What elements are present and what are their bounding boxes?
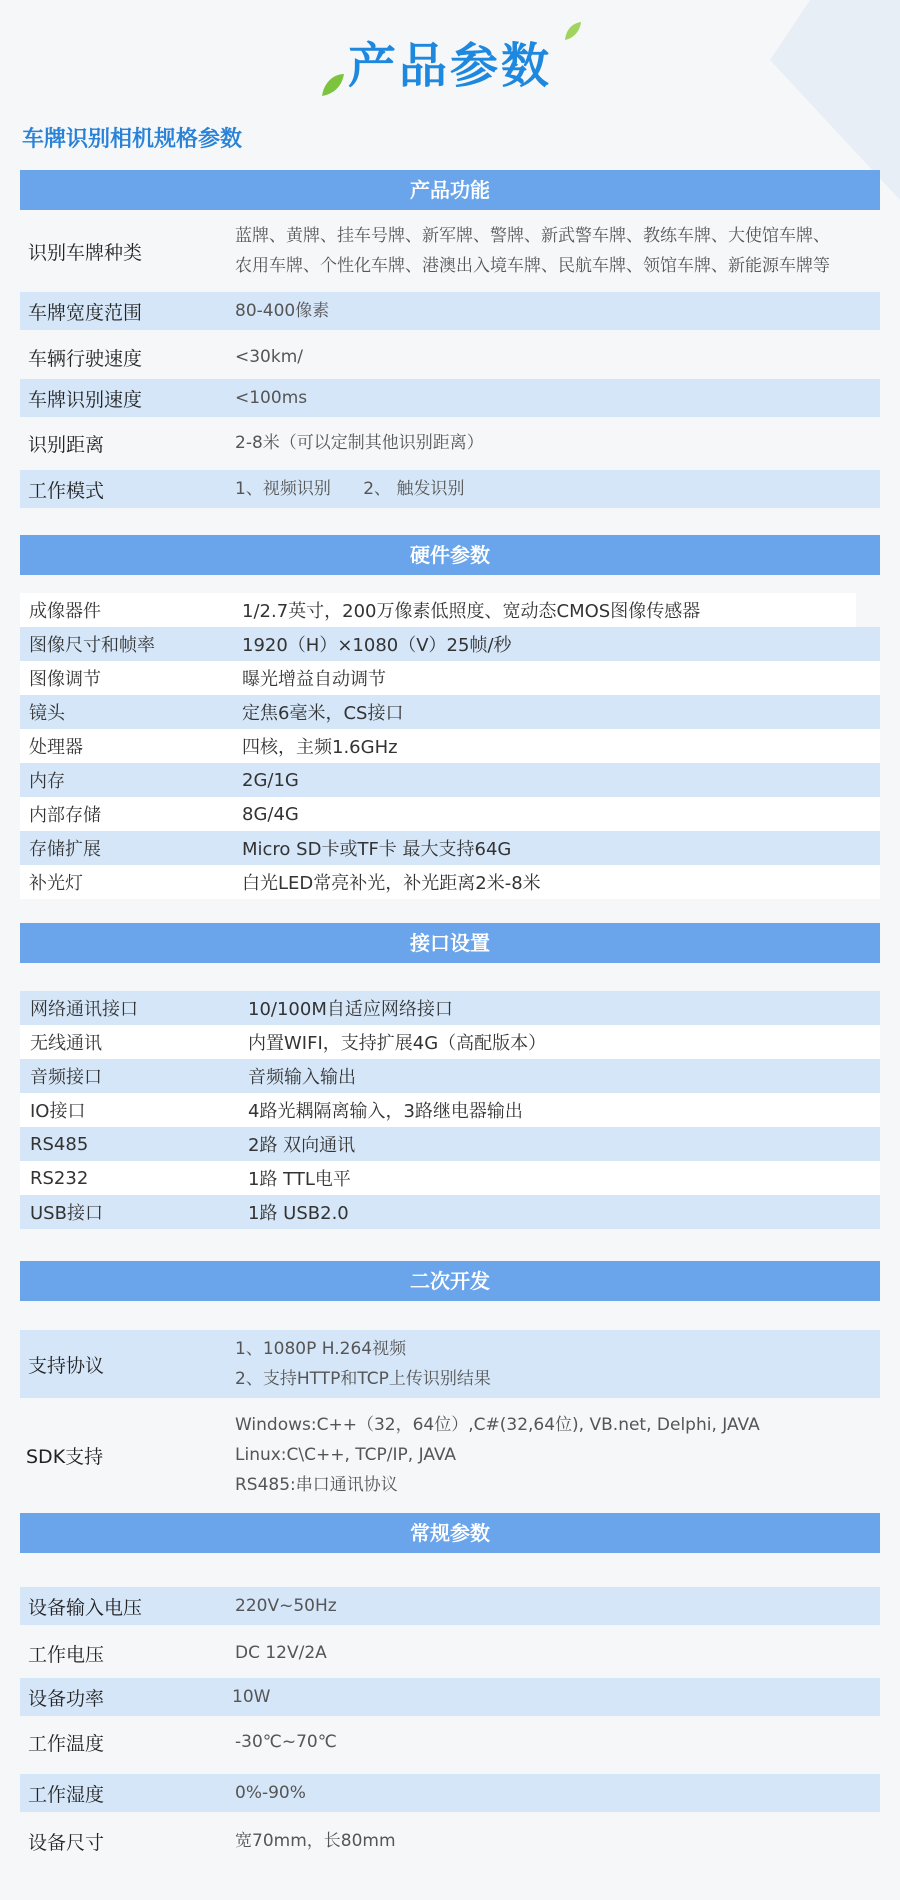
- spec-row: [20, 865, 880, 899]
- spec-key: 车牌宽度范围: [28, 301, 143, 324]
- spec-value: 1路 USB2.0: [248, 1203, 349, 1224]
- section-header-interface: 接口设置: [20, 923, 880, 963]
- spec-key: 镜头: [29, 703, 65, 724]
- spec-value: 10W: [232, 1687, 271, 1707]
- spec-key: 内存: [29, 771, 65, 792]
- spec-key: 设备功率: [28, 1687, 105, 1710]
- spec-row: [20, 1822, 880, 1860]
- page-title: 产品参数: [347, 38, 552, 94]
- spec-value: 曝光增益自动调节: [242, 669, 386, 690]
- spec-row: [20, 1195, 880, 1229]
- spec-key: 内部存储: [29, 805, 101, 826]
- spec-value: 2路 双向通讯: [248, 1135, 356, 1156]
- spec-row: [20, 831, 880, 865]
- spec-value: 宽70mm，长80mm: [235, 1831, 396, 1851]
- leaf-icon: [563, 20, 583, 42]
- spec-key: 识别车牌种类: [28, 241, 143, 264]
- spec-row: [20, 1059, 880, 1093]
- spec-row: [20, 695, 880, 729]
- spec-value: 10/100M自适应网络接口: [248, 999, 453, 1020]
- spec-row: [20, 797, 880, 831]
- spec-row: [20, 991, 880, 1025]
- spec-key: 车辆行驶速度: [28, 347, 143, 370]
- spec-key: 设备尺寸: [28, 1831, 105, 1854]
- spec-row: [20, 1723, 880, 1761]
- spec-row: [20, 1161, 880, 1195]
- spec-row: [20, 661, 880, 695]
- spec-row: [20, 1025, 880, 1059]
- spec-value: <30km/: [235, 347, 304, 367]
- spec-value: 2-8米（可以定制其他识别距离）: [235, 433, 484, 453]
- spec-key: 无线通讯: [30, 1033, 102, 1054]
- spec-row: [20, 1127, 880, 1161]
- spec-value: 0%-90%: [235, 1783, 306, 1803]
- spec-key: 图像调节: [29, 669, 101, 690]
- spec-row: [20, 1587, 880, 1625]
- spec-value: DC 12V/2A: [235, 1643, 327, 1663]
- spec-row: [20, 1093, 880, 1127]
- spec-key: 工作湿度: [28, 1783, 105, 1806]
- spec-key: 设备输入电压: [28, 1596, 143, 1619]
- spec-key: 识别距离: [28, 433, 105, 456]
- spec-row: [20, 1330, 880, 1398]
- spec-key: 补光灯: [29, 873, 83, 894]
- section-header-hardware: 硬件参数: [20, 535, 880, 575]
- page-header: [0, 28, 900, 104]
- spec-row: [20, 627, 880, 661]
- leaf-icon: [320, 72, 346, 98]
- spec-key: 图像尺寸和帧率: [29, 635, 155, 656]
- spec-key: 存储扩展: [29, 839, 101, 860]
- section-header-features: 产品功能: [20, 170, 880, 210]
- spec-row: [20, 216, 880, 286]
- spec-row: [20, 470, 880, 508]
- section-header-general: 常规参数: [20, 1513, 880, 1553]
- spec-row: [20, 338, 880, 376]
- spec-value: -30℃~70℃: [235, 1732, 337, 1752]
- spec-row: [20, 292, 880, 330]
- spec-value: 1路 TTL电平: [248, 1169, 351, 1190]
- spec-value: 8G/4G: [242, 803, 299, 825]
- spec-value: 音频输入输出: [248, 1067, 356, 1088]
- spec-row: [20, 379, 880, 417]
- spec-value: 1/2.7英寸，200万像素低照度、宽动态CMOS图像传感器: [242, 601, 701, 622]
- spec-key: USB接口: [30, 1203, 103, 1224]
- page-subtitle: 车牌识别相机规格参数: [22, 127, 243, 152]
- spec-value: 2G/1G: [242, 769, 299, 791]
- spec-value: 内置WIFI，支持扩展4G（高配版本）: [248, 1033, 547, 1054]
- spec-key: 处理器: [29, 737, 83, 758]
- spec-key: 网络通讯接口: [30, 999, 138, 1020]
- spec-value: 220V~50Hz: [235, 1596, 337, 1616]
- spec-value: Micro SD卡或TF卡 最大支持64G: [242, 839, 512, 860]
- spec-key: RS232: [30, 1167, 89, 1189]
- spec-value: 白光LED常亮补光，补光距离2米-8米: [242, 873, 541, 894]
- spec-value: <100ms: [235, 388, 308, 408]
- spec-row: [20, 1678, 880, 1716]
- spec-row: [20, 1634, 880, 1672]
- spec-value: 80-400像素: [235, 301, 330, 321]
- spec-value: Windows:C++（32，64位）,C#(32,64位), VB.net, Delphi, JAVA Linux:C\C++, TCP/IP, JAVA RS485:串口通讯协议: [235, 1415, 760, 1495]
- spec-key: 音频接口: [30, 1067, 102, 1088]
- spec-key: 支持协议: [28, 1354, 105, 1377]
- spec-value: 四核，主频1.6GHz: [242, 737, 398, 758]
- section-header-development: 二次开发: [20, 1261, 880, 1301]
- spec-value: 定焦6毫米，CS接口: [242, 703, 404, 724]
- spec-key: 车牌识别速度: [28, 388, 143, 411]
- spec-row: [20, 593, 856, 627]
- spec-value: 1、视频识别 2、 触发识别: [235, 479, 465, 499]
- spec-value: 1、1080P H.264视频 2、支持HTTP和TCP上传识别结果: [235, 1339, 491, 1389]
- spec-key: 工作温度: [28, 1732, 105, 1755]
- spec-key: 工作模式: [28, 479, 105, 502]
- spec-row: [20, 424, 880, 462]
- spec-value: 1920（H）×1080（V）25帧/秒: [242, 635, 512, 656]
- spec-row: [20, 1774, 880, 1812]
- spec-key: SDK支持: [26, 1445, 104, 1468]
- spec-key: 成像器件: [29, 601, 101, 622]
- spec-row: [20, 1407, 880, 1503]
- spec-key: 工作电压: [28, 1643, 105, 1666]
- spec-row: [20, 729, 880, 763]
- spec-row: [20, 763, 880, 797]
- spec-value: 蓝牌、黄牌、挂车号牌、新军牌、警牌、新武警车牌、教练车牌、大使馆车牌、 农用车牌、个性化车牌、港澳出入境车牌、民航车牌、领馆车牌、新能源车牌等: [235, 226, 830, 276]
- spec-key: IO接口: [30, 1101, 86, 1122]
- spec-value: 4路光耦隔离输入，3路继电器输出: [248, 1101, 523, 1122]
- spec-key: RS485: [30, 1133, 89, 1155]
